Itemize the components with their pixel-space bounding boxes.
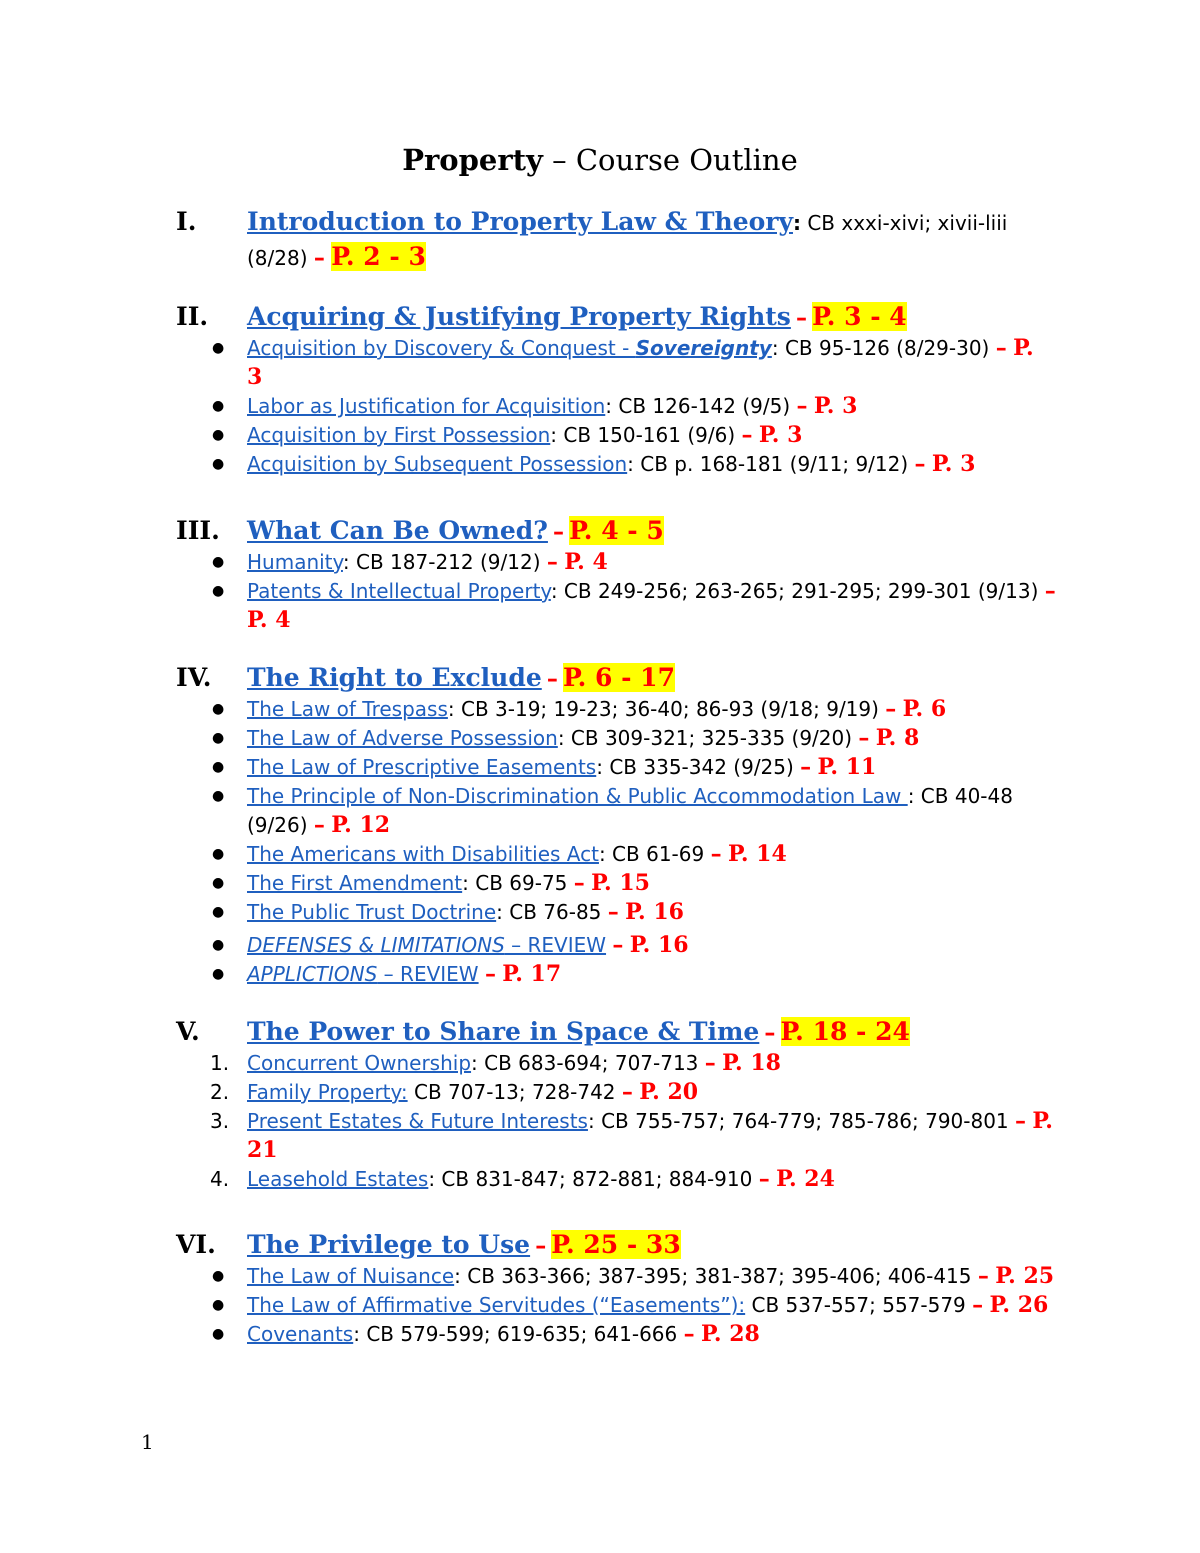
section-heading: V. The Power to Share in Space & Time – P. 18 - 24	[176, 1017, 910, 1046]
item-link[interactable]: The First Amendment	[247, 871, 463, 895]
list-item: ● APPLICTIONS – REVIEW – P. 17	[212, 961, 562, 987]
item-link[interactable]: APPLICTIONS – REVIEW	[247, 962, 479, 986]
section-numeral: II.	[176, 302, 209, 331]
page-ref: P. 3	[813, 393, 858, 419]
title-rest: – Course Outline	[542, 143, 798, 177]
list-item: ● The Law of Nuisance: CB 363-366; 387-395; 381-387; 395-406; 406-415 – P. 25	[212, 1263, 1055, 1289]
item-link[interactable]: The Americans with Disabilities Act	[247, 842, 599, 866]
page-ref: P. 25	[995, 1263, 1055, 1289]
list-item: 1. Concurrent Ownership: CB 683-694; 707-713 – P. 18	[210, 1050, 781, 1076]
list-item: ● The Law of Prescriptive Easements: CB 335-342 (9/25) – P. 11	[212, 754, 877, 780]
item-link[interactable]: Covenants	[247, 1322, 354, 1346]
list-item: ● Labor as Justification for Acquisition: CB 126-142 (9/5) – P. 3	[212, 393, 858, 419]
item-link[interactable]: Present Estates & Future Interests	[247, 1109, 588, 1133]
list-item: ● The Law of Affirmative Servitudes (“Easements”): CB 537-557; 557-579 – P. 26	[212, 1292, 1049, 1318]
page-ref: P. 4	[564, 549, 608, 575]
page-ref: P. 18	[722, 1050, 781, 1076]
section-numeral: IV.	[176, 663, 212, 692]
list-item: 3. Present Estates & Future Interests: CB 755-757; 764-779; 785-786; 790-801 – P. 21	[210, 1108, 1053, 1163]
list-item: ● Acquisition by Discovery & Conquest - Sovereignty: CB 95-126 (8/29-30) – P. 3	[212, 335, 1034, 390]
item-link[interactable]: Acquisition by First Possession	[247, 423, 551, 447]
section-title-link[interactable]: The Power to Share in Space & Time	[247, 1017, 760, 1046]
item-link[interactable]: The Law of Prescriptive Easements	[247, 755, 597, 779]
item-list	[176, 548, 1056, 635]
page-ref: P. 24	[776, 1166, 835, 1192]
page-range: P. 3 - 4	[812, 302, 907, 331]
page-ref: P. 17	[502, 961, 562, 987]
section-2	[176, 300, 1056, 479]
item-list	[176, 334, 1056, 479]
item-link[interactable]: The Law of Adverse Possession	[247, 726, 558, 750]
section-title-link[interactable]: The Right to Exclude	[247, 663, 542, 692]
page-ref: P. 8	[875, 725, 920, 751]
section-5	[176, 1015, 1056, 1194]
page-ref: P. 4	[247, 607, 291, 633]
item-link[interactable]: Patents & Intellectual Property	[247, 579, 551, 603]
item-link[interactable]: The Public Trust Doctrine	[247, 900, 497, 924]
page-ref: P. 28	[700, 1321, 760, 1347]
section-title-link[interactable]: The Privilege to Use	[247, 1230, 531, 1259]
section-heading: VI. The Privilege to Use – P. 25 - 33	[176, 1230, 681, 1259]
item-link[interactable]: Leasehold Estates	[247, 1167, 429, 1191]
list-item: ● The First Amendment: CB 69-75 – P. 15	[212, 870, 650, 896]
page-range: P. 25 - 33	[551, 1230, 681, 1259]
page-range: P. 6 - 17	[562, 663, 675, 692]
section-6	[176, 1228, 1056, 1349]
list-item: ● The Public Trust Doctrine: CB 76-85 – P. 16	[212, 899, 684, 925]
list-item: 2. Family Property: CB 707-13; 728-742 – P. 20	[210, 1079, 699, 1105]
page-ref: P. 15	[591, 870, 650, 896]
list-item: ● Acquisition by First Possession: CB 150-161 (9/6) – P. 3	[212, 422, 803, 448]
item-link[interactable]: Acquisition by Subsequent Possession	[247, 452, 628, 476]
item-link[interactable]: The Law of Trespass	[247, 697, 448, 721]
item-list	[176, 695, 1056, 989]
item-link[interactable]: DEFENSES & LIMITATIONS – REVIEW	[247, 933, 607, 957]
section-heading: I. Introduction to Property Law & Theory: CB xxxi-xivi; xivii-liii (8/28) – P. 2 - 3	[176, 207, 1008, 271]
page-ref: P. 11	[817, 754, 877, 780]
list-item: ● Acquisition by Subsequent Possession: CB p. 168-181 (9/11; 9/12) – P. 3	[212, 451, 976, 477]
title-bold: Property	[402, 143, 543, 177]
numbered-list	[176, 1049, 1056, 1194]
section-numeral: I.	[176, 207, 197, 236]
item-link[interactable]: Humanity	[247, 550, 343, 574]
section-refs: CB xxxi-xivi; xivii-liii (8/28)	[247, 211, 1008, 270]
page-ref: P. 16	[629, 932, 689, 958]
page-ref: P. 6	[902, 696, 947, 722]
list-item: ● Patents & Intellectual Property: CB 249-256; 263-265; 291-295; 299-301 (9/13) – P. 4	[212, 578, 1056, 633]
list-item: ● The Law of Trespass: CB 3-19; 19-23; 36-40; 86-93 (9/18; 9/19) – P. 6	[212, 696, 947, 722]
section-heading: III. What Can Be Owned? – P. 4 - 5	[176, 516, 664, 545]
item-link[interactable]: Concurrent Ownership	[247, 1051, 472, 1075]
section-title-link[interactable]: Introduction to Property Law & Theory	[247, 207, 793, 236]
page-ref: P. 3	[931, 451, 976, 477]
section-numeral: III.	[176, 516, 220, 545]
item-link[interactable]: Labor as Justification for Acquisition	[247, 394, 606, 418]
section-3	[176, 514, 1056, 635]
page-ref: P. 12	[331, 812, 391, 838]
page-ref: P. 20	[639, 1079, 699, 1105]
list-item: ● The Principle of Non-Discrimination & Public Accommodation Law : CB 40-48 (9/26) – P. 12	[212, 784, 1013, 838]
section-1	[176, 205, 1056, 276]
item-link[interactable]: The Law of Nuisance	[247, 1264, 455, 1288]
item-link[interactable]: The Principle of Non-Discrimination & Public Accommodation Law	[247, 784, 908, 808]
page-ref: P. 14	[727, 841, 787, 867]
section-heading: IV. The Right to Exclude – P. 6 - 17	[176, 663, 675, 692]
page-range: P. 18 - 24	[780, 1017, 910, 1046]
page-range: P. 2 - 3	[331, 242, 426, 271]
page-ref: P. 3	[758, 422, 803, 448]
list-item: ● The Americans with Disabilities Act: CB 61-69 – P. 14	[212, 841, 787, 867]
page-ref: P. 26	[989, 1292, 1049, 1318]
section-title-link[interactable]: What Can Be Owned?	[247, 516, 548, 545]
section-heading: II. Acquiring & Justifying Property Rights – P. 3 - 4	[176, 302, 907, 331]
page-number: 1	[141, 1430, 154, 1454]
page-ref: P. 16	[625, 899, 684, 925]
item-list	[176, 1262, 1056, 1349]
page-ref: P. 21	[247, 1108, 1053, 1163]
item-link[interactable]: Acquisition by Discovery & Conquest - Sovereignty	[247, 336, 772, 360]
section-title-link[interactable]: Acquiring & Justifying Property Rights	[247, 302, 791, 331]
list-item: ● The Law of Adverse Possession: CB 309-321; 325-335 (9/20) – P. 8	[212, 725, 920, 751]
page-range: P. 4 - 5	[569, 516, 664, 545]
document-title	[0, 141, 1200, 179]
section-numeral: V.	[176, 1017, 200, 1046]
list-item: ● Humanity: CB 187-212 (9/12) – P. 4	[212, 549, 608, 575]
page-ref: P. 3	[247, 335, 1034, 390]
item-link[interactable]: The Law of Affirmative Servitudes (“Easements”):	[247, 1293, 746, 1317]
list-item: ● Covenants: CB 579-599; 619-635; 641-666 – P. 28	[212, 1321, 760, 1347]
list-item: ● DEFENSES & LIMITATIONS – REVIEW – P. 16	[212, 932, 689, 958]
section-numeral: VI.	[176, 1230, 216, 1259]
list-item: 4. Leasehold Estates: CB 831-847; 872-881; 884-910 – P. 24	[210, 1166, 835, 1192]
section-4	[176, 661, 1056, 989]
item-link[interactable]: Family Property:	[247, 1080, 408, 1104]
